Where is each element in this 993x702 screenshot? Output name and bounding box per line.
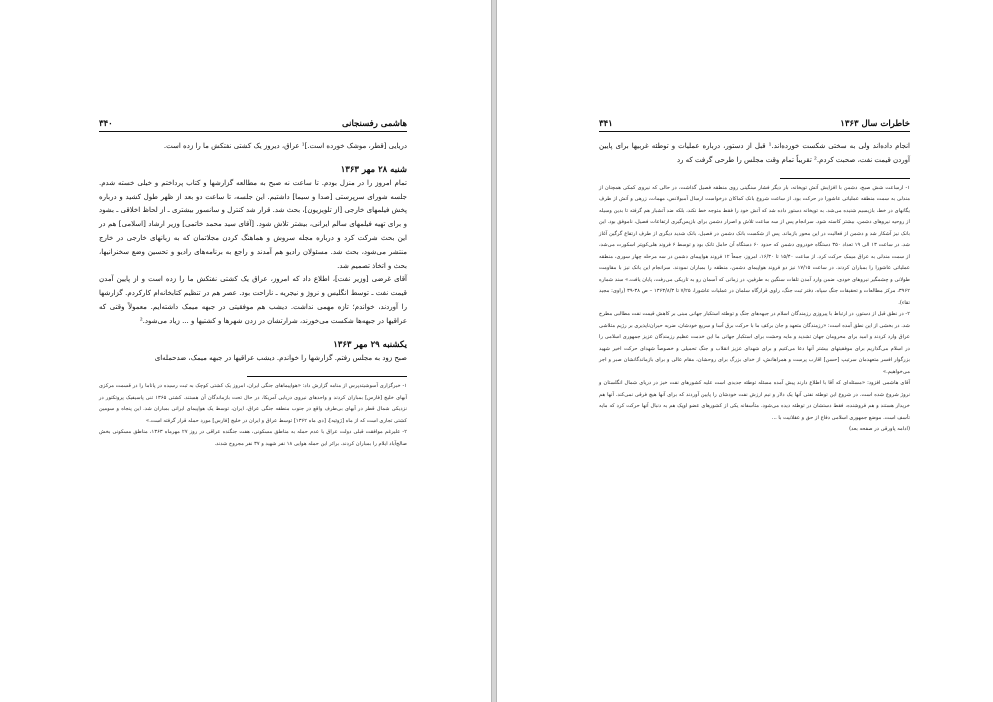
left-running-head: هاشمی رفسنجانی [342, 119, 407, 129]
left-paragraph-3: صبح زود به مجلس رفتم. گزارشها را خواندم. دیشب عراقیها در جبهه میمک، ضدحمله‌ای [154, 353, 407, 362]
right-footnote-1: ۱- ارساعت شش صبح، دشمن با افزایش آتش توپخانه، بار دیگر فشار سنگینی روی منطقه فصیل گذاشت، در حالی که نیروی کمکی همچنان از مندلی به سمت منطقه عملیاتی عاشورا در حرکت بود. از ساعت شروع بانک کماکان درخواست ارسال آمبولانس، مهمات، زرهی و آتش از طرف یگانهای در خط، بازیسیم شنیده می‌شد. به توپخانه دستور داده شد که آتش خود را فقط متوجه خط نکند، بلکه ضد آتشبار هم گرفته تا بدین وسیله از روحیه نیروهای دشمن، بیشتر کاسته شود. سرانجام پس از سه ساعت تلاش و اصرار دشمن برای بازپس‌گیری ارتفاعات فصیل، ناموفق بود. این بانک نیز آشکار شد و دشمن از فعالیت در این محور بازماند. پس از شکست بانک دشمن در فصیل، بانک شدید دیگری از طرف ارتفاع گرگین آغاز شد. در ساعت ۱۳ الی ۱۹ تعداد ۳۵۰ دستگاه خودروی دشمن که حدود ۶۰ دستگاه آن حامل تانک بود و توسط ۶ فروند هلی‌کوپتر اسکورت می‌شد، از سمت مندلی به عراق میمک حرکت کرد. از ساعت ۱۵/۴۰ تا ۱۶/۳۰، امروز، جمعاً ۱۲ فروند هواپیمای دشمن در سه مرحله چهار سوری، منطقه عملیاتی عاشورا را بمباران کردند. در ساعت ۱۷/۱۵ نیز دو فروند هواپیمای دشمن، منطقه را بمباران نمودند. سرانجام این بانک نیز با مقاومت طولانی و چشمگیر نیروهای خودی، ضمن وارد آمدن تلفات سنگین به طرفین، در زمانی که آسمان رو به تاریکی می‌رفت، پایان یافت.» سند شماره ۳۹۶۲، مرکز مطالعات و تحقیقات جنگ سپاه، دفتر ثبت جنگ، راوی قرارگاه سلمان در عملیات عاشورا، ۷/۲۵ تا ۱۳۶۳/۸/۳ – ص ۳۸-۳۹ (راوی: مجید تقاء). [599, 184, 911, 306]
left-page-header [99, 117, 407, 132]
right-footnote-2: ۲- در نطق قبل از دستور، در ارتباط با پیروزی رزمندگان اسلام در جبهه‌های جنگ و توطئه استکبار جهانی مبنی بر کاهش قیمت نفت مطالبی مطرح شد. در بخشی از این نطق آمده است: «رزمندگان متعهد و جان برکف ما با حرکت برق آسا و سریع خودشان، ضربه حیران‌ناپذیری بر رژیم متلاشی عراق وارد کردند و امید برای محرومان جهان تشدید و مایه وحشت برای استکبار جهانی ما این خدمت عظیم رزمندگان عزیز جمهوری اسلامی را در اسلام می‌گذاریم برای موفقیتهای بیشتر آنها دعا می‌کنیم و برای شهدای عزیز انقلاب و جنگ تحمیلی و خصوصاً شهدای حرکت اخیر شهید بزرگوار افسر متعهدمان سرتیپ [حسن] اقارب پرست و همراهانش، از خدای بزرگ برای روحشان، مقام عالی و برای بازماندگانشان صبر و اجر می‌خواهیم.» [599, 311, 910, 375]
right-page [496, 0, 993, 702]
left-paragraph-1: تمام امروز را در منزل بودم. تا ساعت نه صبح به مطالعه گزارشها و کتاب پرداختم و خیلی خسته شدم. جلسه شورای سرپرستی [صدا و سیما] داشتیم. این جلسه، تا ساعت دو بعد از ظهر طول کشید و درباره پخش فیلمهای خارجی [از تلویزیون]، بحث شد. قرار شد کنترل و سانسور بیشتری ـ از لحاظ اخلاقی ـ بشود و برای تهیه فیلمهای سالم ایرانی، بیشتر تلاش شود. [آقای سید محمد خاتمی] وزیر ارشاد [اسلامی] هم در این بحث شرکت کرد و درباره مجله سروش و هماهنگ کردن مجلاتمان که به زبانهای خارجی در خارج منتشر می‌شود، بحث شد. مسئولان رادیو هم آمدند و راجع به برنامه‌های رادیو و تحسین وضع سخنرانیها، بحث و اتخاذ تصمیم شد. [99, 178, 407, 270]
right-page-number: ۳۴۱ [599, 119, 613, 129]
left-footnote-2: ۲- علیرغم موافقت قبلی دولت عراق با عدم حمله به مناطق مسکونی، هفت جنگنده عراقی در روز ۲۷ مهرماه ۱۳۶۳، مناطق مسکونی بخش صالح‌آباد ایلام را بمباران کردند. براثر این حمله هوایی ۱۸ نفر شهید و ۳۷ نفر مجروح شدند. [99, 429, 407, 447]
date-heading-29-mehr: یکشنبه ۲۹ مهر ۱۳۶۳ [333, 339, 407, 350]
right-running-head: خاطرات سال ۱۳۶۳ [840, 119, 910, 129]
right-page-header [599, 117, 910, 132]
date-heading-28-mehr: شنبه ۲۸ مهر ۱۳۶۳ [340, 164, 407, 175]
left-page [0, 0, 492, 702]
left-intro-line: دریایی [قطر، موشک خورده است.]¹ عراق، دیروز یک کشتی نفتکش ما را زده است. [163, 142, 407, 150]
footnote-continued-notice: (ادامه پاورقی در صفحه بعد) [849, 426, 910, 433]
right-page-body [599, 140, 910, 435]
right-footnote-2-continued-text: آقای هاشمی افزود: «مسئله‌ای که آقا با اطلاع دارند پیش آمده مسئله توطئه جدیدی است علیه کشورهای نفت خیز در دریای شمال انگلستان و نروژ شروع شده است. در شروع این توطئه نفتی آنها یک دلار و نیم ارزش نفت خودشان را پایین آوردند که برای آنها هیچ فرقی نمی‌کند. آنها هم خریدار هستند و هم فروشنده، فقط دستشان در توطئه دیده می‌شود. متأسفانه یکی از کشورهای عضو اوپک هم به دنبال آنها حرکت کرد که مایه تأسف است. موضع جمهوری اسلامی دفاع از حق و عقلانیت با ... [599, 380, 910, 421]
left-paragraph-2: آقای غرضی [وزیر نفت]، اطلاع داد که امروز، عراق یک کشتی نفتکش ما را زده است و از پایین آمدن قیمت نفت ـ توسط انگلیس و نروژ و نیجریه ـ ناراحت بود. عصر هم در تنظیم کتابخانه‌ام کارکردم. گزارشها را آوردند، خواندم؛ تازه مهمی نداشت. دیشب هم موفقیتی در جبهه میمک داشته‌ایم. معمولاً وقتی که عراقیها در جبهه‌ها شکست می‌خورند، شرارتشان در زدن شهرها و کشتیها و ... زیاد می‌شود.² [99, 275, 407, 325]
left-page-number: ۳۴۰ [99, 119, 113, 129]
left-footnote-1: ۱- خبرگزاری آسوشیتدپرس از منامه گزارش داد: «هواپیماهای جنگی ایران، امروز یک کشتی کوچک به ثبت رسیده در پاناما را در قسمت مرکزی آبهای خلیج [فارس] بمباران کردند و واحدهای نیروی دریایی آمریکا، در حال تحت بازماندگان آن هستند. کشتی ۱۳۶۵ تنی پاسیفیک پروتکتور در نزدیکی شمال قطر در آبهای بی‌طرف واقع در جنوب منطقه جنگی عراق، ایران، توسط یک هواپیمای ایرانی بمباران شد. این پنجاه و سومین کشتی تجاری است که از ماه [ژوئیه]، [دی ماه ۱۳۶۲] توسط عراق و ایران در خلیج [فارس] مورد حمله قرار گرفته است.» [99, 383, 407, 424]
right-paragraph-1: انجام داده‌اند ولی به سختی شکست خورده‌اند.¹ قبل از دستور، درباره عملیات و توطئه غربیها برای پایین آوردن قیمت نفت، صحبت کردم.² تقریباً تمام وقت مجلس را طرحی گرفت که رد [599, 142, 910, 164]
left-page-body [99, 140, 407, 450]
